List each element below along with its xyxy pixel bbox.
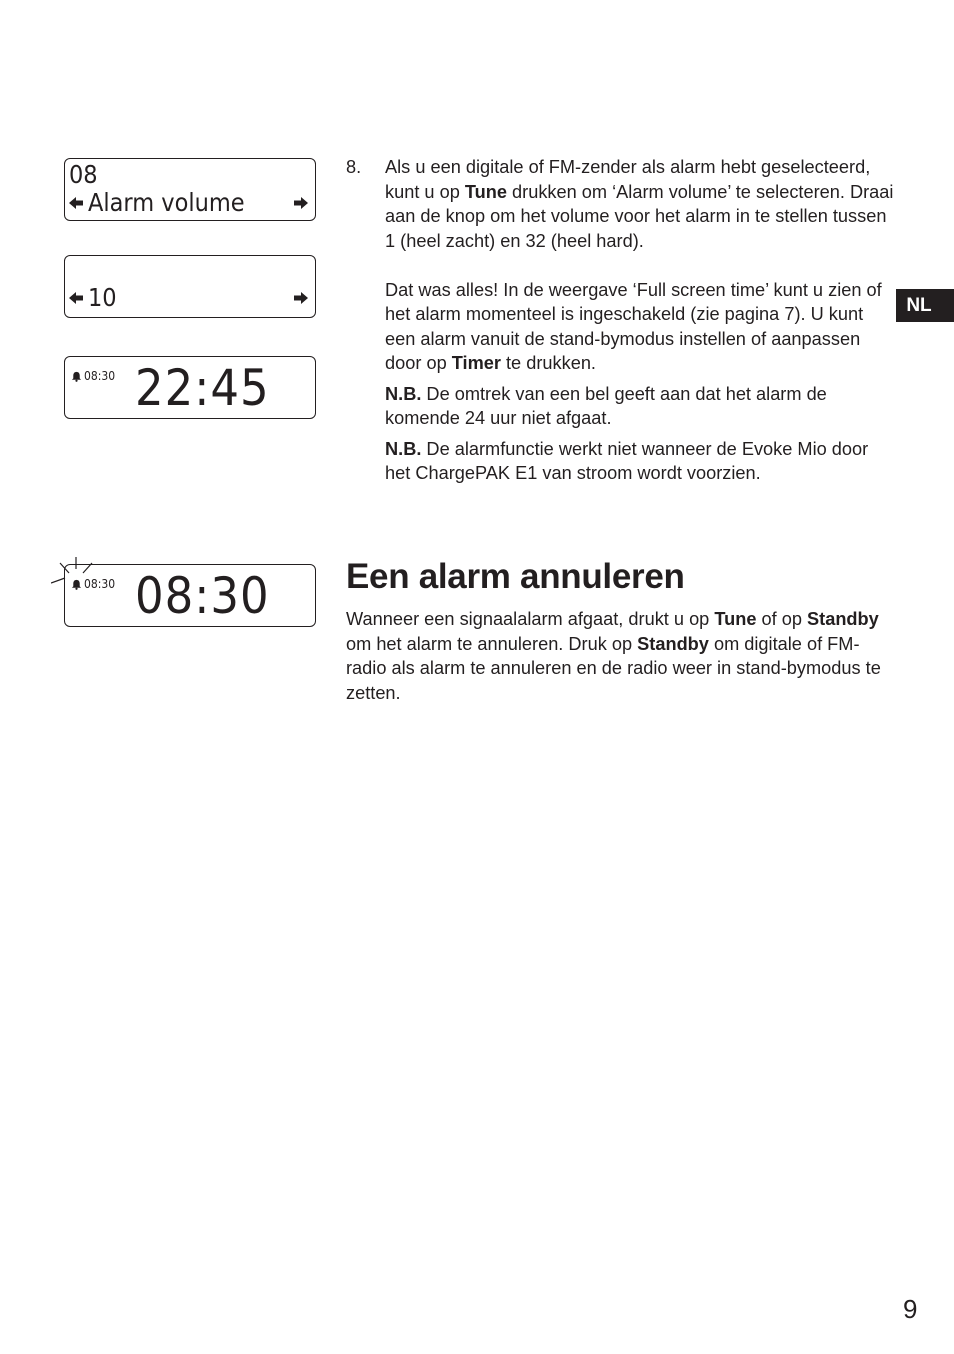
text-run: te drukken. <box>500 353 596 373</box>
lcd-clock-time: 08:30 <box>135 567 270 625</box>
lcd-menu-row <box>68 189 309 217</box>
lcd-menu-number: 08 <box>69 160 98 189</box>
lcd-alarm-indicator <box>71 577 115 591</box>
text-run: om het alarm te annuleren. Druk op <box>346 633 638 654</box>
text-run: drukken om ‘Alarm volume’ te selecteren. Draai aan de knop om het volume voor het alarm in te stellen tussen 1 (heel zacht) en 32 (heel hard). <box>385 181 894 251</box>
lcd-menu-label: Alarm volume <box>88 188 245 217</box>
key-tune: Tune <box>714 609 757 629</box>
lcd-volume-row <box>68 284 309 312</box>
key-timer: Timer <box>451 353 501 373</box>
text-run: Wanneer een signaalalarm afgaat, drukt u op <box>346 609 715 629</box>
arrow-left-icon <box>68 290 84 306</box>
lcd-volume-number: 10 <box>88 283 117 312</box>
text-run: of op <box>756 609 808 629</box>
key-standby: Standby <box>637 633 709 654</box>
step-8-paragraph <box>385 155 895 253</box>
section-paragraph <box>346 607 896 705</box>
step-number: 8. <box>346 157 362 177</box>
note-label: N.B. <box>385 438 422 459</box>
text-run: De omtrek van een bel geeft aan dat het alarm de komende 24 uur niet afgaat. <box>385 383 827 428</box>
lcd-alarm-time: 08:30 <box>84 577 116 591</box>
key-tune: Tune <box>464 181 507 202</box>
lcd-standby-time <box>64 356 316 419</box>
text-run: om digitale of FM-radio als alarm te annuleren en de radio weer in stand-bymodus te zetten. <box>346 633 881 703</box>
note-label: N.B. <box>385 383 422 404</box>
lcd-volume-value <box>64 255 316 318</box>
page-number: 9 <box>903 1294 918 1324</box>
step-8-paragraph-2 <box>385 278 895 376</box>
section-body <box>346 607 896 705</box>
lcd-alarm-volume-menu <box>64 158 316 221</box>
note-2 <box>385 437 895 486</box>
language-tab: NL <box>896 289 954 322</box>
bell-icon <box>71 579 82 590</box>
section-heading: Een alarm annuleren <box>346 557 685 596</box>
lcd-alarm-indicator <box>71 369 115 383</box>
key-standby: Standby <box>807 609 879 629</box>
arrow-right-icon <box>293 290 309 306</box>
note-1 <box>385 382 895 431</box>
arrow-left-icon <box>68 195 84 211</box>
text-run: Als u een digitale of FM-zender als alarm hebt geselecteerd, kunt u op <box>385 157 871 202</box>
lcd-alarm-sounding <box>64 564 316 627</box>
text-run: Dat was alles! In de weergave ‘Full screen time’ kunt u zien of het alarm momenteel is ingeschakeld (zie pagina 7). U kunt een alarm vanuit de stand-bymodus instellen of aanpassen door op <box>385 279 882 373</box>
bell-icon <box>71 371 82 382</box>
step-8-body <box>385 155 895 486</box>
arrow-right-icon <box>293 195 309 211</box>
lcd-clock-time: 22:45 <box>135 359 270 417</box>
text-run: De alarmfunctie werkt niet wanneer de Evoke Mio door het ChargePAK E1 van stroom wordt voorzien. <box>385 438 869 483</box>
lcd-alarm-time: 08:30 <box>84 369 116 383</box>
